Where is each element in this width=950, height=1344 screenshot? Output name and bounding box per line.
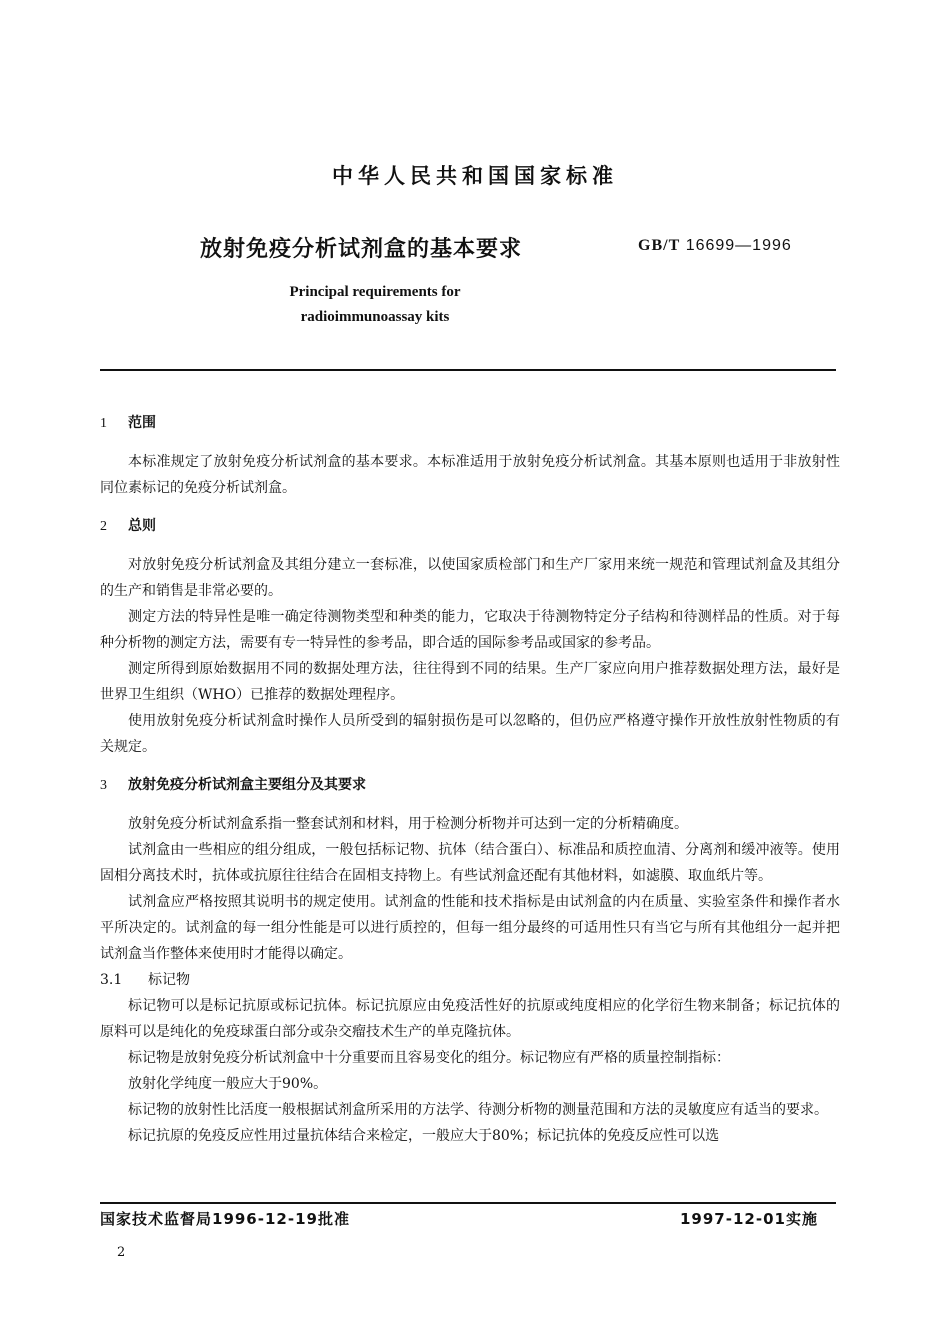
standard-prefix: GB/T [638,237,681,254]
section-title: 放射免疫分析试剂盒主要组分及其要求 [128,777,366,793]
standard-code [638,237,792,255]
section-number: 3 [100,778,107,793]
section-heading-scope [100,410,840,437]
subsection-number: 3.1 [100,972,123,988]
paragraph: 试剂盒应严格按照其说明书的规定使用。试剂盒的性能和技术指标是由试剂盒的内在质量、实验室条件和操作者水平所决定的。试剂盒的每一组分性能是可以进行质控的，但每一组分最终的可适用性只有当它与所有其他组分一起并把试剂盒当作整体来使用时才能得以确定。 [100,894,840,962]
paragraph: 本标准规定了放射免疫分析试剂盒的基本要求。本标准适用于放射免疫分析试剂盒。其基本原则也适用于非放射性同位素标记的免疫分析试剂盒。 [100,454,840,496]
section-heading-components [100,772,840,799]
paragraph: 标记抗原的免疫反应性用过量抗体结合来检定，一般应大于80%；标记抗体的免疫反应性可以选 [128,1128,720,1144]
subsection-heading-label [100,967,840,993]
paragraph: 对放射免疫分析试剂盒及其组分建立一套标准，以使国家质检部门和生产厂家用来统一规范和管理试剂盒及其组分的生产和销售是非常必要的。 [100,557,840,599]
document-title-en-line2: radioimmunoassay kits [300,309,450,325]
paragraph: 放射免疫分析试剂盒系指一整套试剂和材料，用于检测分析物并可达到一定的分析精确度。 [128,816,688,832]
header-divider [100,369,836,371]
paragraph: 放射化学纯度一般应大于90%。 [128,1076,328,1092]
issue-date: 国家技术监督局1996-12-19批准 [100,1210,350,1228]
section-number: 2 [100,519,107,534]
section-title: 总则 [128,518,156,534]
implementation-date: 1997-12-01实施 [680,1210,818,1228]
page-number: 2 [117,1245,126,1260]
subsection-title: 标记物 [148,972,190,988]
standard-number: 16699—1996 [685,237,792,254]
paragraph: 标记物的放射性比活度一般根据试剂盒所采用的方法学、待测分析物的测量范围和方法的灵敏度应有适当的要求。 [128,1102,828,1118]
section-heading-general [100,513,840,540]
document-title-cn: 放射免疫分析试剂盒的基本要求 [200,237,523,262]
paragraph: 标记物可以是标记抗原或标记抗体。标记抗原应由免疫活性好的抗原或纯度相应的化学衍生物来制备；标记抗体的原料可以是纯化的免疫球蛋白部分或杂交瘤技术生产的单克隆抗体。 [100,998,840,1040]
footer-divider [100,1202,836,1204]
paragraph: 标记物是放射免疫分析试剂盒中十分重要而且容易变化的组分。标记物应有严格的质量控制指标： [128,1050,730,1066]
section-title: 范围 [128,415,156,431]
paragraph: 测定方法的特异性是唯一确定待测物类型和种类的能力，它取决于待测物特定分子结构和待测样品的性质。对于每种分析物的测定方法，需要有专一特异性的参考品，即合适的国际参考品或国家的参考品。 [100,609,840,651]
paragraph: 使用放射免疫分析试剂盒时操作人员所受到的辐射损伤是可以忽略的，但仍应严格遵守操作开放性放射性物质的有关规定。 [100,713,840,755]
paragraph: 试剂盒由一些相应的组分组成，一般包括标记物、抗体（结合蛋白）、标准品和质控血清、分离剂和缓冲液等。使用固相分离技术时，抗体或抗原往往结合在固相支持物上。有些试剂盒还配有其他材料，如滤膜、取血纸片等。 [100,842,840,884]
section-number: 1 [100,416,107,431]
paragraph: 测定所得到原始数据用不同的数据处理方法，往往得到不同的结果。生产厂家应向用户推荐数据处理方法，最好是世界卫生组织（WHO）已推荐的数据处理程序。 [100,661,840,703]
national-standard-heading: 中华人民共和国国家标准 [332,164,618,188]
document-title-en-line1: Principal requirements for [289,284,461,300]
document-body [100,398,840,1149]
